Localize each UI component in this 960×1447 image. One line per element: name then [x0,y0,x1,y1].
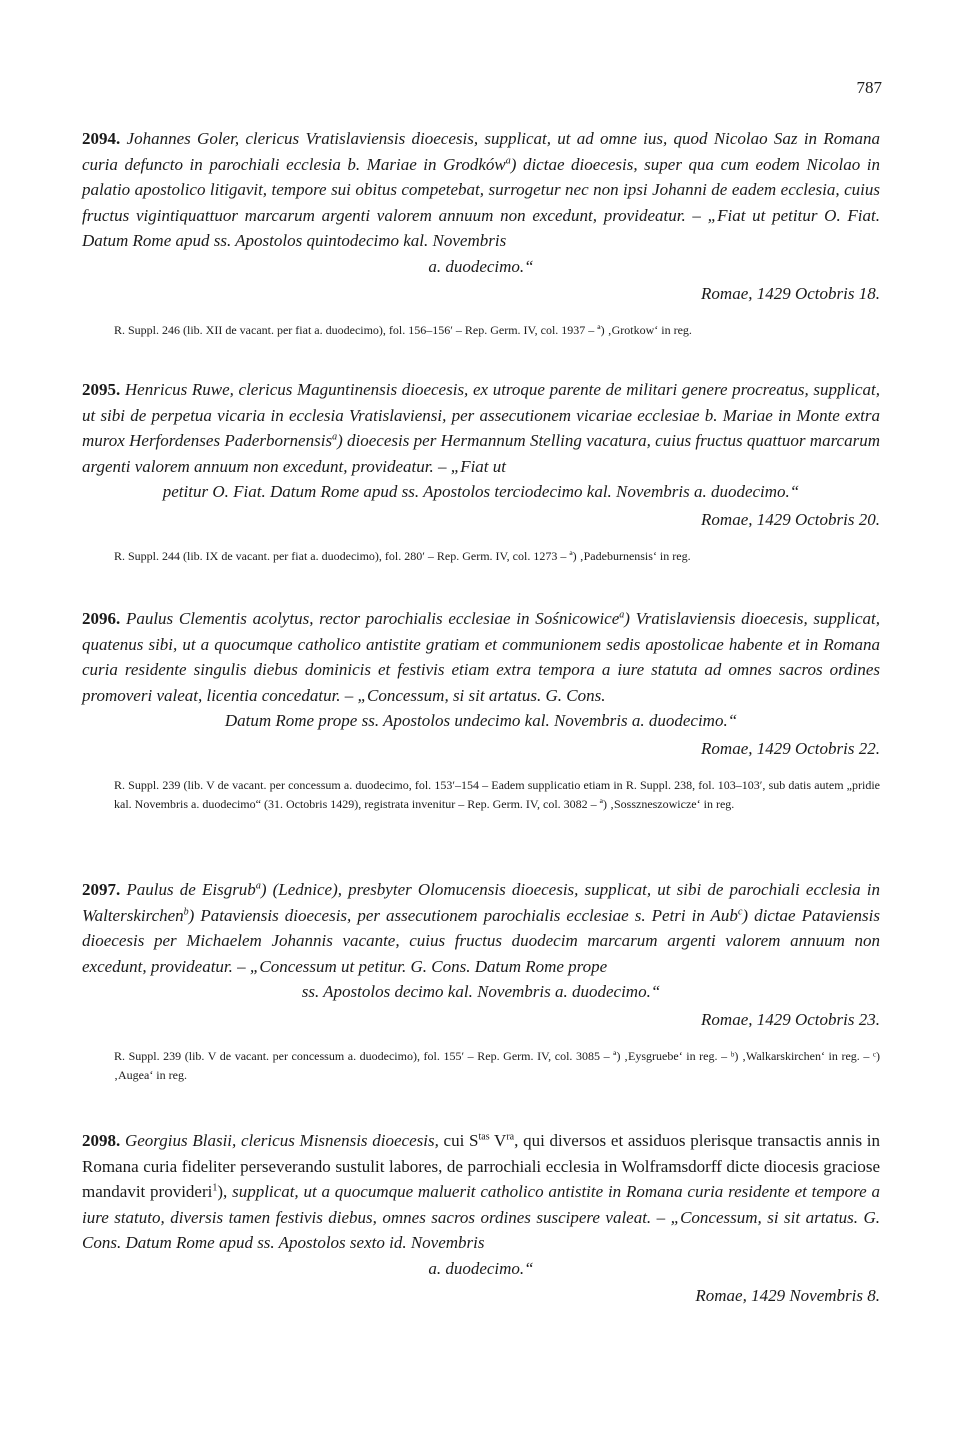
entry-body [82,377,880,505]
footnote-marker: a [332,431,338,443]
entry-text: V [489,1131,507,1150]
entry-number: 2094. [82,129,121,148]
entry-text-center: petitur O. Fiat. Datum Rome apud ss. Apostolos terciodecimo kal. Novembris a. duodecimo.“ [162,482,800,501]
source-note: R. Suppl. 244 (lib. IX de vacant. per fiat a. duodecimo), fol. 280′ – Rep. Germ. IV, col. 1273 – ª) ‚Padeburnensis‘ in reg. [114,548,691,563]
entry-number: 2095. [82,380,121,399]
entry-number: 2097. [82,880,121,899]
entry-2096 [82,606,880,814]
entry-text: Paulus Clementis acolytus, rector parochialis ecclesiae in Sośnicowice [125,609,620,628]
entry-text: cui S [438,1131,479,1150]
page-number: 787 [856,78,882,97]
footnote-marker: 1 [212,1182,218,1194]
source-note: R. Suppl. 246 (lib. XII de vacant. per fiat a. duodecimo), fol. 156–156′ – Rep. Germ. IV, col. 1937 – ª) ‚Grotkow‘ in reg. [114,323,692,337]
entry-body [82,606,880,734]
entry-body [82,877,880,1005]
entry-text-center: a. duodecimo.“ [428,1258,534,1278]
entry-text: ) (Lednice), presbyter Olomucensis dioecesis, supplicat, ut sibi de parochiali ecclesia in Walterskirchen [82,880,881,925]
entry-text: Johannes Goler, clericus Vratislaviensis dioecesis, supplicat, ut ad omne ius, quod Nicolao Saz in Romana curia defuncto in parochiali ecclesia b. Mariae in Grodków [82,129,881,174]
entry-text-center: Datum Rome prope ss. Apostolos undecimo kal. Novembris a. duodecimo.“ [224,711,738,730]
entry-text: Georgius Blasii, clericus Misnensis dioecesis, [124,1131,439,1150]
entry-number: 2096. [82,609,121,628]
entry-date: Romae, 1429 Octobris 20. [701,509,880,529]
entry-date: Romae, 1429 Octobris 18. [701,284,880,303]
entry-date: Romae, 1429 Octobris 22. [701,738,880,758]
entry-text: ) Pataviensis dioecesis, per assecutionem parochialis ecclesiae s. Petri in Aub [188,905,738,925]
superscript: ra [506,1131,515,1143]
entry-text: Henricus Ruwe, clericus Maguntinensis dioecesis, ex utroque parente de militari genere procreatus, supplicat, ut sibi de perpetua vicaria in ecclesia Vratislaviensi, per assecutionem vicariae ecclesiae b. Mariae in Monte extra murox Herfordenses Paderbornensis [82,380,881,450]
source-note: R. Suppl. 239 (lib. V de vacant. per concessum a. duodecimo, fol. 153′–154 – Eadem supplicatio etiam in R. Suppl. 238, fol. 103–103′, sub datis autem „pridie kal. Novembris a. duodecimo“ (31. Octobris 1429), registrata invenitur – Rep. Germ. IV, col. 3082 – ª) ‚Sossznеszowicze‘ in reg. [114,777,880,811]
footnote-marker: a [619,609,625,621]
entry-date: Romae, 1429 Octobris 23. [701,1009,880,1029]
footnote-marker: c [737,905,743,917]
entry-text-center: a. duodecimo.“ [428,256,534,276]
entry-text: Paulus de Eisgrub [126,880,256,899]
entry-body [82,126,880,279]
entry-2094 [82,126,880,340]
entry-2095 [82,377,880,566]
footnote-marker: b [183,905,189,917]
entry-text: ) dictae dioecesis, super qua cum eodem Nicolao in palatio apostolico litigavit, tempore sui obitus competebat, surrogetur nec non ipsi Johanni de eadem ecclesia, cuius fructus vigintiquattuor marcarum argenti valorem annuum non excedunt, provideatur. – „Fiat ut petitur O. Fiat. Datum Rome apud ss. Apostolos quintodecimo kal. Novembris [82,154,880,250]
entry-text: ) Vratislaviensis dioecesis, supplicat, quatenus sibi, ut a quocumque catholico antistite gratiam et communionem sedis apostolicae habente et in Romana curia residente singulis diebus dominicis et festivis etiam extra tempora a iure statuta ad omnes sacros ordines promoveri valeat, licentia concedatur. – „Concessum, si sit artatus. G. Cons. [82,609,880,705]
entry-2098 [82,1128,880,1308]
entry-body [82,1128,880,1281]
entry-text: ) dioecesis per Hermannum Stelling vacatura, cuius fructus quattuor marcarum argenti valorem annuum non excedunt, provideatur. – „Fiat ut [82,431,880,476]
entry-2097 [82,877,880,1085]
entry-number: 2098. [82,1131,121,1150]
footnote-marker: a [255,880,261,892]
superscript: tas [478,1131,490,1143]
entry-date: Romae, 1429 Novembris 8. [695,1286,880,1305]
entry-text: ) dictae Pataviensis dioecesis per Michaelem Johannis vacante, cuius fructus duodecim marcarum argenti valorem annuum non excedunt, provideatur. – „Concessum ut petitur. G. Cons. Datum Rome prope [82,905,880,976]
entry-text-center: ss. Apostolos decimo kal. Novembris a. duodecimo.“ [301,982,661,1001]
entry-text: supplicat, ut a quocumque maluerit catholico antistite in Romana curia residente et tempore a iure statuto, diversis tamen festivis diebus, omnes sacros ordines suscipere valeat. – „Concessum, si sit artatus. G. Cons. Datum Rome apud ss. Apostolos sexto id. Novembris [82,1182,880,1252]
entry-text: , qui diversos et assiduos plerisque transactis annis in Romana curia fideliter perseverando sustulit labores, de parrochiali ecclesia in Wolframsdorff dicte diocesis graciose mandavit provideri [82,1131,881,1201]
footnote-marker: a [505,154,511,166]
source-note: R. Suppl. 239 (lib. V de vacant. per concessum a. duodecimo), fol. 155′ – Rep. Germ. IV, col. 3085 – ª) ‚Eysgruebe‘ in reg. – ᵇ) ‚Walkarskirchen‘ in reg. – ᶜ) ‚Augea‘ in reg. [114,1048,880,1082]
entry-text: ), [217,1182,228,1201]
